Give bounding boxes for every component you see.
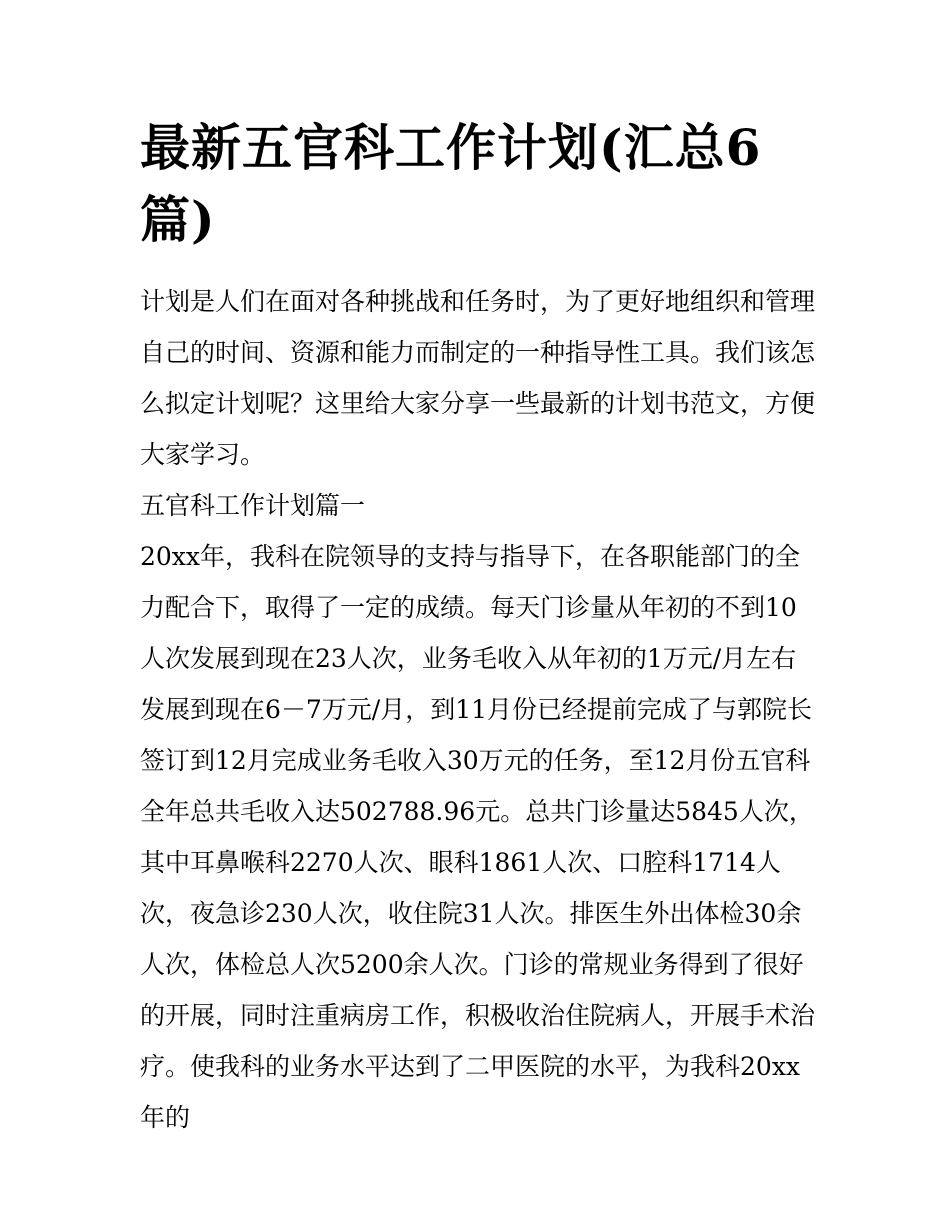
section-heading: 五官科工作计划篇一 xyxy=(140,491,366,520)
document-title: 最新五官科工作计划(汇总6篇) xyxy=(140,118,762,249)
document-body xyxy=(140,276,820,1143)
intro-paragraph: 计划是人们在面对各种挑战和任务时，为了更好地组织和管理自己的时间、资源和能力而制定的一种指导性工具。我们该怎么拟定计划呢？这里给大家分享一些最新的计划书范文，方便大家学习。 xyxy=(140,287,816,469)
body-paragraph: 20xx年，我科在院领导的支持与指导下，在各职能部门的全力配合下，取得了一定的成绩。每天门诊量从年初的不到10人次发展到现在23人次，业务毛收入从年初的1万元/月左右发展到现在6－7万元/月，到11月份已经提前完成了与郭院长签订到12月完成业务毛收入30万元的任务，至12月份五官科全年总共毛收入达502788.96元。总共门诊量达5845人次，其中耳鼻喉科2270人次、眼科1861人次、口腔科1714人次，夜急诊230人次，收住院31人次。排医生外出体检30余人次，体检总人次5200余人次。门诊的常规业务得到了很好的开展，同时注重病房工作，积极收治住院病人，开展手术治疗。使我科的业务水平达到了二甲医院的水平，为我科20xx年的 xyxy=(140,542,816,1132)
